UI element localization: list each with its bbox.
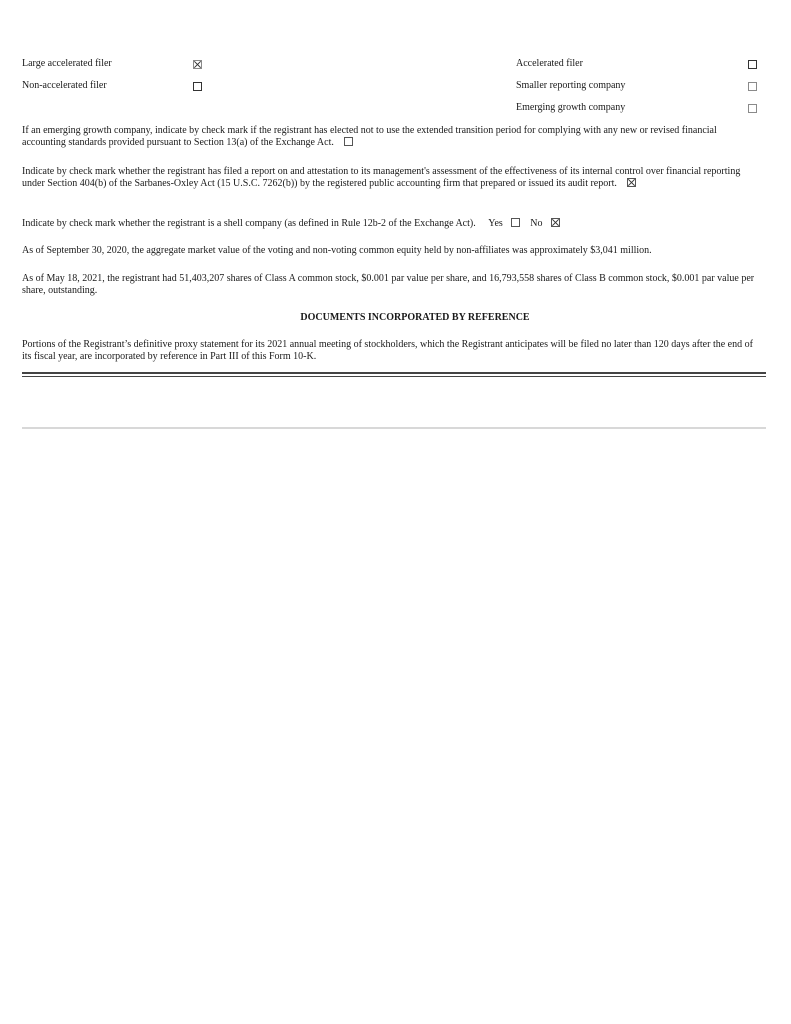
icfr-attestation-text: Indicate by check mark whether the registrant has filed a report on and attestation to its management's assessment of the effectiveness of its internal control over financial reporting under Section 404(b) of the Sarbanes-Oxley Act (15 U.S.C. 7262(b)) by the registered public accounting firm that prepared or issued its audit report.	[22, 166, 741, 189]
large-accelerated-filer-label: Large accelerated filer	[22, 58, 112, 69]
smaller-reporting-company-checkbox[interactable]	[748, 82, 757, 91]
filer-row-1	[0, 58, 791, 72]
market-value-paragraph	[22, 245, 762, 257]
emerging-growth-company-label: Emerging growth company	[516, 102, 626, 113]
filer-row-2	[0, 80, 791, 94]
shell-company-yes-label: Yes	[488, 218, 503, 229]
smaller-reporting-company-label: Smaller reporting company	[516, 80, 626, 91]
transition-period-paragraph	[22, 125, 762, 149]
icfr-attestation-checkbox[interactable]	[627, 178, 636, 187]
page-break-line	[22, 427, 766, 429]
section-divider-thick	[22, 372, 766, 374]
shares-outstanding-paragraph	[22, 273, 762, 297]
proxy-reference-paragraph	[22, 339, 762, 363]
section-divider-thin	[22, 376, 766, 377]
shell-company-no-checkbox[interactable]	[551, 218, 560, 227]
non-accelerated-filer-label: Non-accelerated filer	[22, 80, 107, 91]
accelerated-filer-checkbox[interactable]	[748, 60, 757, 69]
market-value-text: As of September 30, 2020, the aggregate market value of the voting and non-voting common equity held by non-affiliates was approximately $3,041 million.	[22, 245, 652, 256]
proxy-reference-text: Portions of the Registrant’s definitive proxy statement for its 2021 annual meeting of stockholders, which the Registrant anticipates will be filed no later than 120 days after the end of its fiscal year, are incorporated by reference in Part III of this Form 10-K.	[22, 339, 753, 362]
icfr-attestation-paragraph	[22, 166, 762, 190]
accelerated-filer-label: Accelerated filer	[516, 58, 583, 69]
non-accelerated-filer-checkbox[interactable]	[193, 82, 202, 91]
shell-company-no-label: No	[530, 218, 543, 229]
transition-period-text: If an emerging growth company, indicate by check mark if the registrant has elected not to use the extended transition period for complying with any new or revised financial accounting standards provided pursuant to Section 13(a) of the Exchange Act.	[22, 125, 717, 148]
filer-row-3	[0, 102, 791, 116]
emerging-growth-company-checkbox[interactable]	[748, 104, 757, 113]
shell-company-yes-checkbox[interactable]	[511, 218, 520, 227]
shares-outstanding-text: As of May 18, 2021, the registrant had 51,403,207 shares of Class A common stock, $0.001 par value per share, and 16,793,558 shares of Class B common stock, $0.001 par value per share, outstanding.	[22, 273, 755, 296]
documents-incorporated-heading: DOCUMENTS INCORPORATED BY REFERENCE	[300, 312, 530, 323]
large-accelerated-filer-checkbox[interactable]	[193, 60, 202, 69]
shell-company-paragraph	[22, 218, 762, 230]
shell-company-text: Indicate by check mark whether the registrant is a shell company (as defined in Rule 12b-2 of the Exchange Act).	[22, 218, 476, 229]
transition-period-checkbox[interactable]	[344, 137, 353, 146]
